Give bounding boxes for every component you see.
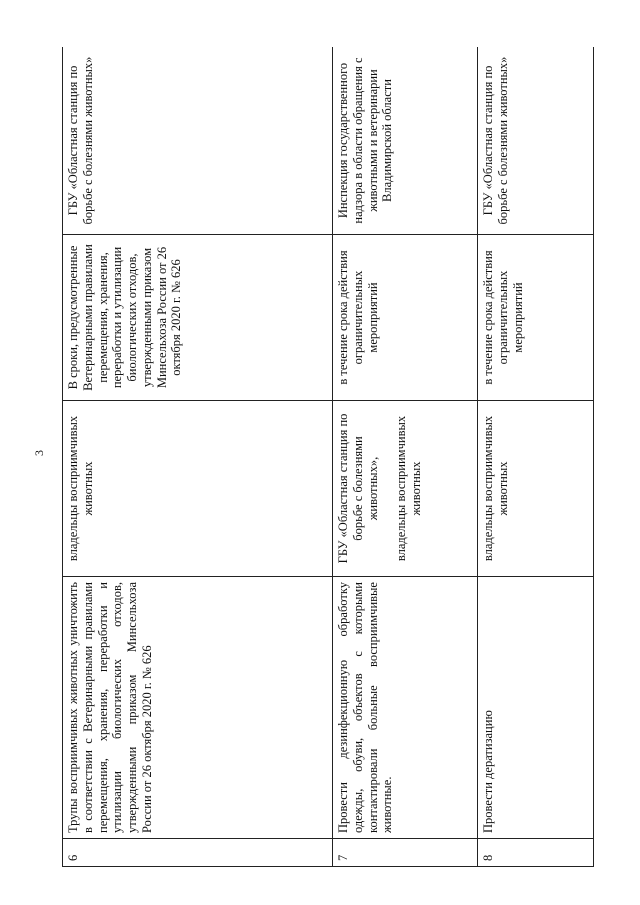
measures-table-container (62, 47, 594, 867)
deadline-cell: в течение срока действия ограничительных мероприятий (333, 235, 478, 401)
responsible-line: ГБУ «Областная станция по борьбе с болезнями животных», (336, 413, 380, 564)
table-row (478, 47, 594, 867)
responsible-cell (63, 401, 333, 577)
responsible-line: владельцы восприимчивых животных (394, 415, 423, 562)
deadline-cell: В сроки, предусмотренные Ветеринарными правилами перемещения, хранения, переработки и утилизации биологических отходов, утвержденными приказом Минсельхоза России от 26 октября 2020 г. № 626 (63, 235, 333, 401)
responsible-line: владельцы восприимчивых животных (66, 415, 95, 562)
row-number: 7 (333, 839, 478, 867)
measure-cell: Провести дезинфекционную обработку одежды, обуви, объектов с которыми контактировали больные восприимчивые животные. (333, 577, 478, 839)
responsible-line: владельцы восприимчивых животных (481, 415, 510, 562)
responsible-cell (478, 401, 594, 577)
control-cell: ГБУ «Областная станция по борьбе с болезнями животных» (63, 47, 333, 235)
rotated-table-frame (62, 47, 594, 867)
control-cell: ГБУ «Областная станция по борьбе с болезнями животных» (478, 47, 594, 235)
measure-cell: Провести дератизацию (478, 577, 594, 839)
table-row (333, 47, 478, 867)
measures-table (62, 47, 594, 867)
page-number: 3 (32, 450, 46, 456)
table-row (63, 47, 333, 867)
control-cell: Инспекция государственного надзора в области обращения с животными и ветеринарии Владимирской области (333, 47, 478, 235)
row-number: 6 (63, 839, 333, 867)
row-number: 8 (478, 839, 594, 867)
responsible-cell (333, 401, 478, 577)
deadline-cell: в течение срока действия ограничительных мероприятий (478, 235, 594, 401)
measure-cell: Трупы восприимчивых животных уничтожить в соответствии с Ветеринарными правилами перемещения, хранения, переработки и утилизации биологических отходов, утвержденными приказом Минсельхоза России от 26 октября 2020 г. № 626 (63, 577, 333, 839)
